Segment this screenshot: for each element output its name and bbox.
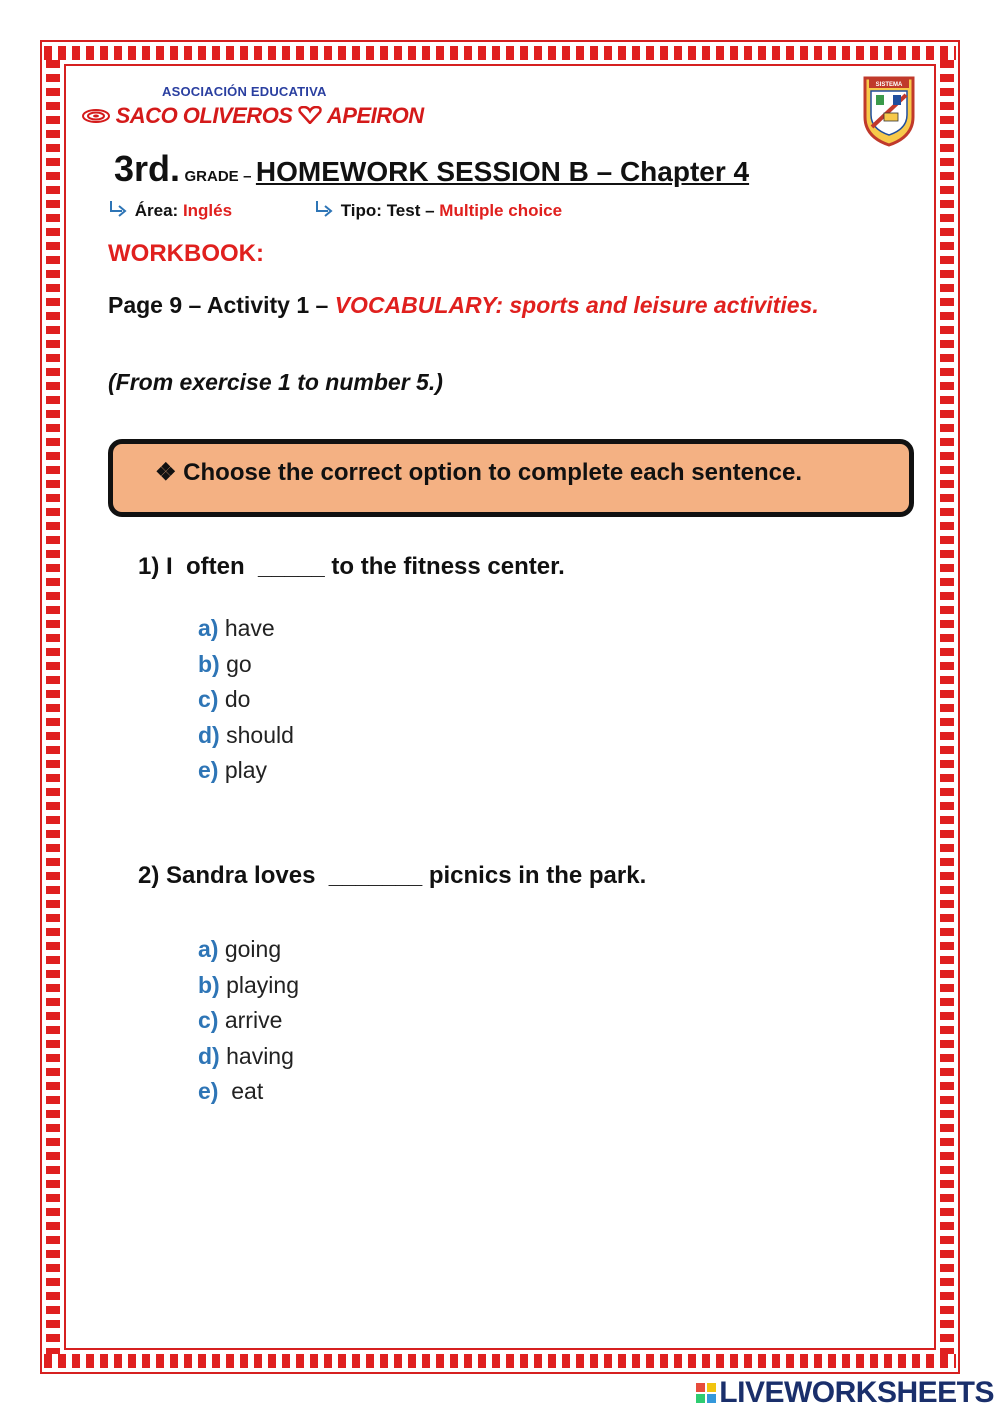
option-letter: a) <box>198 936 219 962</box>
school-crest <box>862 75 916 147</box>
option-text: arrive <box>218 1007 283 1033</box>
option-1c[interactable] <box>198 686 294 722</box>
title-grade: 3rd. <box>114 148 181 189</box>
border-stripe-top <box>44 46 956 60</box>
tipo-label: Tipo: Test – <box>340 201 435 220</box>
question-1-options <box>198 615 294 793</box>
option-text: have <box>218 615 275 641</box>
option-letter: e) <box>198 757 219 783</box>
option-1a[interactable] <box>198 615 294 651</box>
arrow-icon <box>314 201 341 220</box>
association-label: ASOCIACIÓN EDUCATIVA <box>162 84 327 99</box>
option-1b[interactable] <box>198 651 294 687</box>
title-session: HOMEWORK SESSION B – Chapter 4 <box>255 156 750 187</box>
border-stripe-left <box>46 60 60 1354</box>
option-text: playing <box>219 971 299 998</box>
liveworksheets-watermark <box>695 1376 994 1410</box>
title-grade-word: GRADE <box>184 168 239 185</box>
option-1e[interactable] <box>198 757 294 793</box>
page-title <box>114 148 749 190</box>
option-letter: c) <box>198 686 219 712</box>
school-name-2: APEIRON <box>326 103 424 128</box>
option-text: do <box>218 686 251 712</box>
option-text: going <box>218 936 282 962</box>
crest-label: SISTEMA <box>875 82 903 88</box>
option-letter: b) <box>198 650 220 677</box>
question-2: 2) Sandra loves _______ picnics in the park. <box>138 862 647 889</box>
area-meta <box>108 199 232 221</box>
border-stripe-right <box>940 60 954 1354</box>
option-2b[interactable] <box>198 972 299 1008</box>
option-text: having <box>219 1042 294 1069</box>
tipo-meta <box>314 199 562 221</box>
option-text: go <box>219 650 252 677</box>
option-letter: d) <box>198 1042 220 1069</box>
exercise-range: (From exercise 1 to number 5.) <box>108 369 443 395</box>
arrow-icon <box>108 201 135 220</box>
area-value: Inglés <box>182 201 233 220</box>
border-stripe-bottom <box>44 1354 956 1368</box>
heart-icon <box>298 103 327 128</box>
option-letter: e) <box>198 1078 219 1104</box>
question-2-options <box>198 936 299 1114</box>
option-2e[interactable] <box>198 1078 299 1114</box>
option-text: eat <box>218 1078 264 1104</box>
school-logo <box>82 103 424 129</box>
option-letter: b) <box>198 971 220 998</box>
tipo-value: Multiple choice <box>439 201 563 220</box>
option-letter: a) <box>198 615 219 641</box>
liveworksheets-logo-icon <box>695 1378 717 1400</box>
activity-title: VOCABULARY: sports and leisure activities. <box>334 292 819 318</box>
spiral-icon <box>82 103 116 128</box>
option-text: play <box>218 757 268 783</box>
option-1d[interactable] <box>198 722 294 758</box>
area-label: Área: <box>134 201 179 220</box>
title-dash: – <box>243 168 252 185</box>
option-letter: d) <box>198 721 220 748</box>
page-activity-line <box>108 288 848 322</box>
question-1: 1) I often _____ to the fitness center. <box>138 553 565 580</box>
option-2c[interactable] <box>198 1007 299 1043</box>
school-name: SACO OLIVEROS <box>115 103 293 128</box>
option-letter: c) <box>198 1007 219 1033</box>
workbook-label: WORKBOOK: <box>108 240 264 267</box>
option-2d[interactable] <box>198 1043 299 1079</box>
option-text: should <box>219 721 294 748</box>
instruction-box <box>108 439 914 517</box>
page-reference: Page 9 – Activity 1 – <box>108 292 329 318</box>
option-2a[interactable] <box>198 936 299 972</box>
watermark-text: LIVEWORKSHEETS <box>719 1376 994 1409</box>
instruction-text: ❖ Choose the correct option to complete each sentence. <box>155 459 802 486</box>
